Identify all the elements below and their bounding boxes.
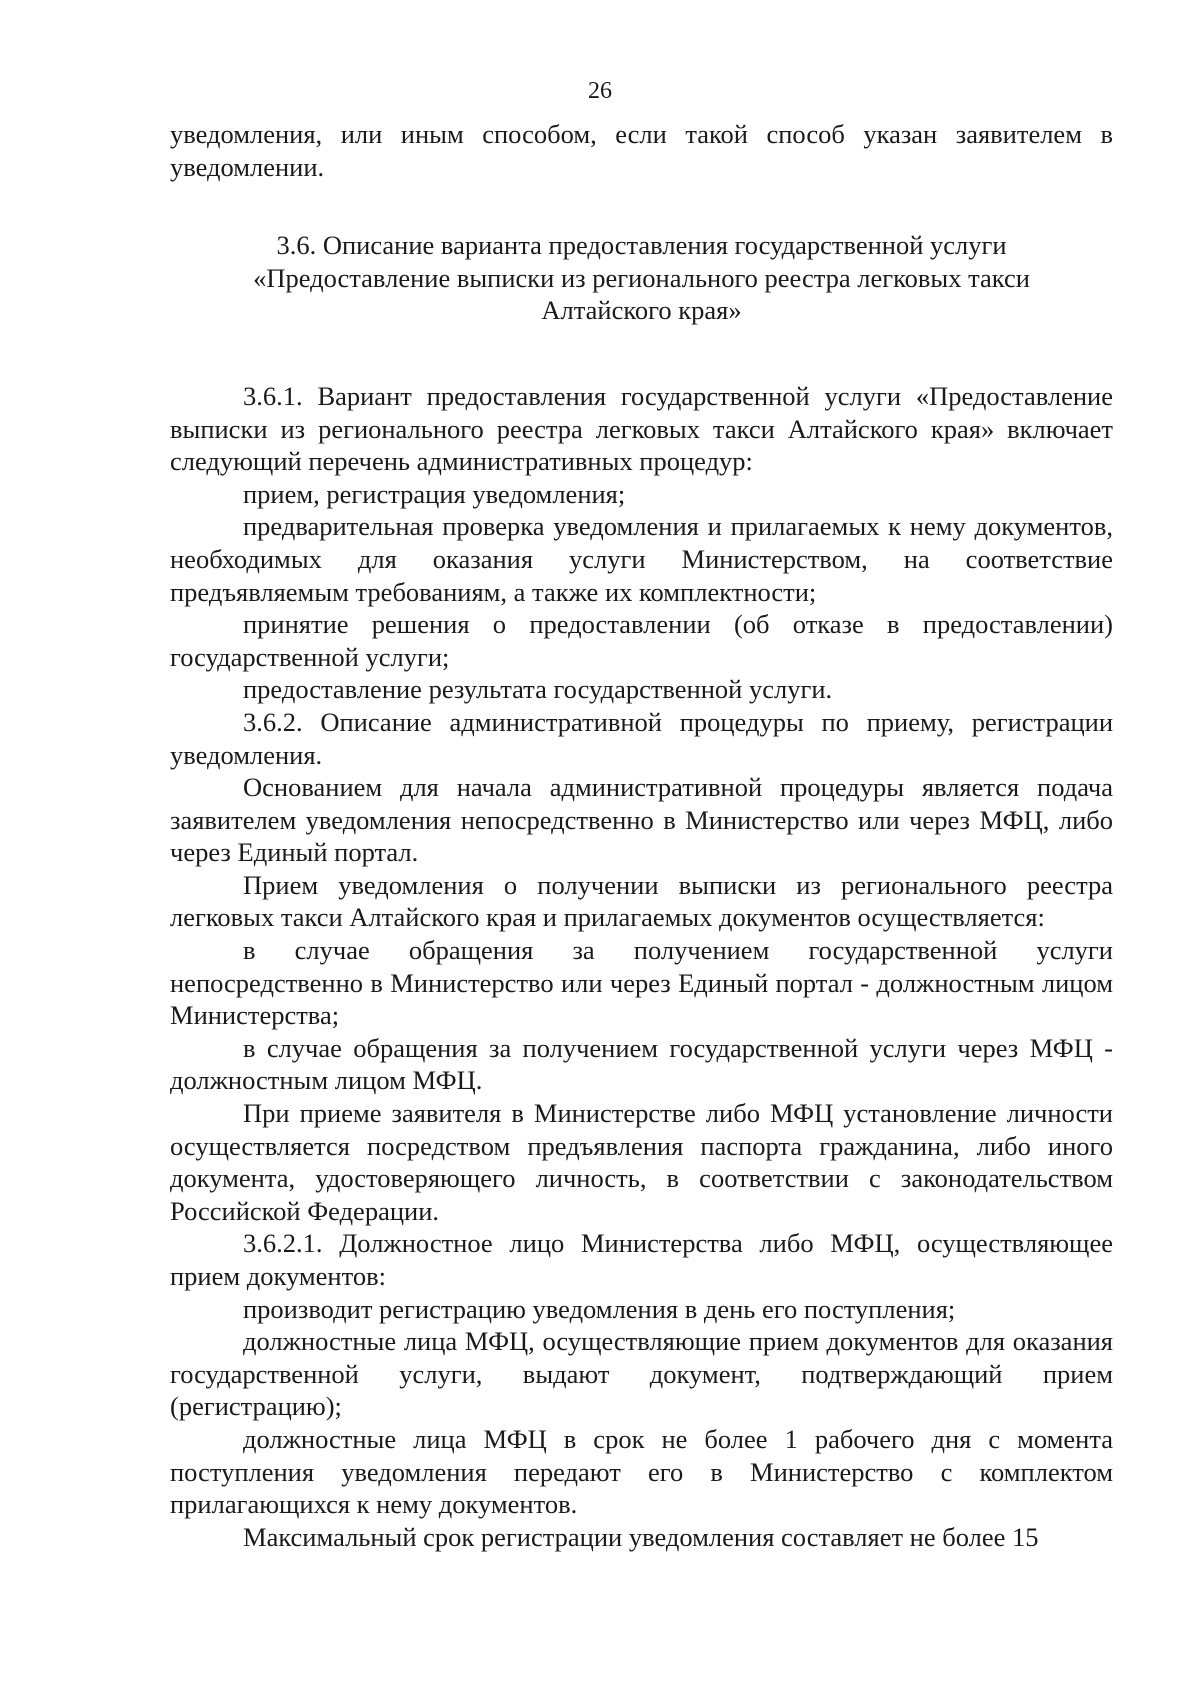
paragraph-3-6-2-1: 3.6.2.1. Должностное лицо Министерства либо МФЦ, осуществляющее прием документов:: [170, 1228, 1113, 1291]
page-number: 26: [588, 78, 612, 104]
list-item: прием, регистрация уведомления;: [243, 478, 626, 509]
paragraph: При приеме заявителя в Министерстве либо МФЦ установление личности осуществляется посредством предъявления паспорта гражданина, либо иного документа, удостоверяющего личность, в соответствии с законодательством Российской Федерации.: [170, 1098, 1113, 1226]
list-item: производит регистрацию уведомления в день его поступления;: [243, 1293, 956, 1324]
list-item: предварительная проверка уведомления и прилагаемых к нему документов, необходимых для оказания услуги Министерством, на соответствие предъявляемым требованиям, а также их комплектности;: [170, 511, 1113, 607]
paragraph: Максимальный срок регистрации уведомления составляет не более 15: [243, 1521, 1039, 1552]
paragraph: Основанием для начала административной процедуры является подача заявителем уведомления непосредственно в Министерство или через МФЦ, либо через Единый портал.: [170, 772, 1113, 868]
section-heading-line: Алтайского края»: [541, 295, 742, 326]
paragraph-3-6-2: 3.6.2. Описание административной процедуры по приему, регистрации уведомления.: [170, 706, 1113, 770]
section-heading-line: 3.6. Описание варианта предоставления государственной услуги: [276, 230, 1007, 261]
list-item: должностные лица МФЦ в срок не более 1 рабочего дня с момента поступления уведомления передают его в Министерство с комплектом прилагающихся к нему документов.: [170, 1423, 1113, 1520]
list-item: принятие решения о предоставлении (об отказе в предоставлении) государственной услуги;: [170, 609, 1113, 672]
paragraph-3-6-1: 3.6.1. Вариант предоставления государственной услуги «Предоставление выписки из регионального реестра легковых такси Алтайского края» включает следующий перечень административных процедур:: [170, 380, 1113, 477]
list-item: должностные лица МФЦ, осуществляющие прием документов для оказания государственной услуги, выдают документ, подтверждающий прием (регистрацию);: [170, 1326, 1113, 1422]
list-item: в случае обращения за получением государственной услуги непосредственно в Министерство или через Единый портал - должностным лицом Министерства;: [170, 935, 1113, 1031]
section-heading: [170, 229, 1113, 327]
list-item: предоставление результата государственной услуги.: [243, 674, 833, 705]
section-heading-line: «Предоставление выписки из регионального реестра легковых такси: [253, 262, 1030, 293]
spacer: [170, 183, 1113, 229]
document-body: [170, 118, 1113, 1553]
list-item: в случае обращения за получением государственной услуги через МФЦ - должностным лицом МФЦ.: [170, 1032, 1113, 1096]
spacer: [170, 327, 1113, 380]
paragraph: Прием уведомления о получении выписки из регионального реестра легковых такси Алтайского края и прилагаемых документов осуществляется:: [170, 869, 1113, 933]
intro-paragraph: уведомления, или иным способом, если такой способ указан заявителем в уведомлении.: [170, 119, 1113, 182]
